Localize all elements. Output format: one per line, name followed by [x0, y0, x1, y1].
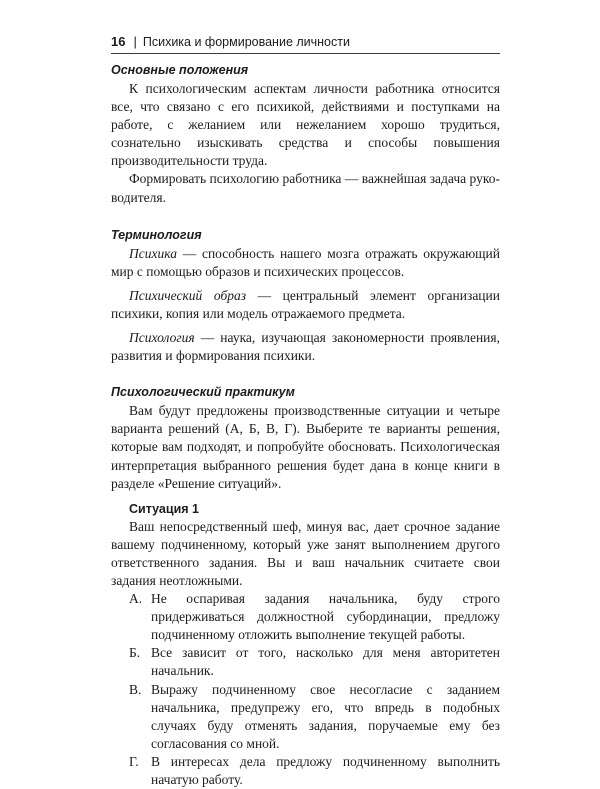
term: Психика	[129, 245, 177, 261]
answer-option-g	[111, 753, 500, 789]
paragraph: Формировать психологию работника — важнейшая задача руководителя.	[111, 171, 500, 205]
option-letter: Г.	[129, 753, 139, 769]
section-heading-basic-provisions: Основные положения	[111, 63, 249, 77]
section-heading-terminology: Терминология	[111, 227, 202, 242]
option-text: В интересах дела предложу подчиненному выполнить начатую работу.	[151, 753, 500, 787]
header-separator: |	[133, 34, 137, 49]
situation-text: Ваш непосредственный шеф, минуя вас, дает срочное задание вашему подчиненному, который уже занят выполнением другого ответственного задания. Вы и ваш начальник считаете свои задания неотложными.	[111, 518, 500, 588]
situation-title: Ситуация 1	[129, 501, 199, 516]
page-number: 16	[111, 34, 126, 49]
option-letter: В.	[129, 681, 142, 697]
term: Психология	[129, 330, 195, 346]
page-content	[111, 62, 500, 789]
definition-psychic-image	[111, 287, 500, 323]
option-letter: А.	[129, 591, 143, 607]
running-title: Психика и формирование личности	[142, 35, 350, 49]
paragraph: К психологическим аспектам личности работника относится все, что связано с его психикой, действиями и поступками на работе, с желанием или нежеланием хорошо трудиться, сознательно изыскивать средства и способы повышения производительности труда.	[111, 81, 500, 169]
running-header	[111, 33, 500, 54]
answer-option-b	[111, 644, 500, 680]
option-letter: Б.	[129, 645, 141, 661]
section-heading-practicum: Психологический практикум	[111, 385, 295, 400]
option-text: Выражу подчиненному свое несогласие с заданием начальника, предупрежу его, что впредь в подобных случаях буду отменять задания, поручаемые ему без согласования со мной.	[151, 681, 500, 751]
definition-psychology	[111, 329, 500, 365]
definition-psyche	[111, 245, 500, 281]
paragraph: Вам будут предложены производственные ситуации и четыре варианта решений (А, Б, В, Г). Выберите те варианты решения, которые вам подходят, и попробуйте обосновать. Психологическая интерпретация выбранного решения будет дана в конце книги в разделе «Решение ситуаций».	[111, 403, 500, 491]
answer-option-a	[111, 590, 500, 644]
definition-text: — способность нашего мозга отражать окружающий мир с помощью образов и психических процессов.	[111, 245, 500, 279]
definition-text: — наука, изучающая закономерности проявления, развития и формирования психики.	[111, 330, 500, 364]
definition-text: — центральный элемент организации психики, копия или модель отражаемого предмета.	[111, 287, 500, 321]
option-text: Все зависит от того, насколько для меня авторитетен начальник.	[151, 645, 500, 679]
answer-option-v	[111, 681, 500, 753]
answer-options	[111, 590, 500, 789]
option-text: Не оспаривая задания начальника, буду строго придерживаться должностной субординации, предложу подчиненному отложить выполнение текущей работы.	[151, 591, 500, 643]
term: Психический образ	[129, 287, 246, 303]
